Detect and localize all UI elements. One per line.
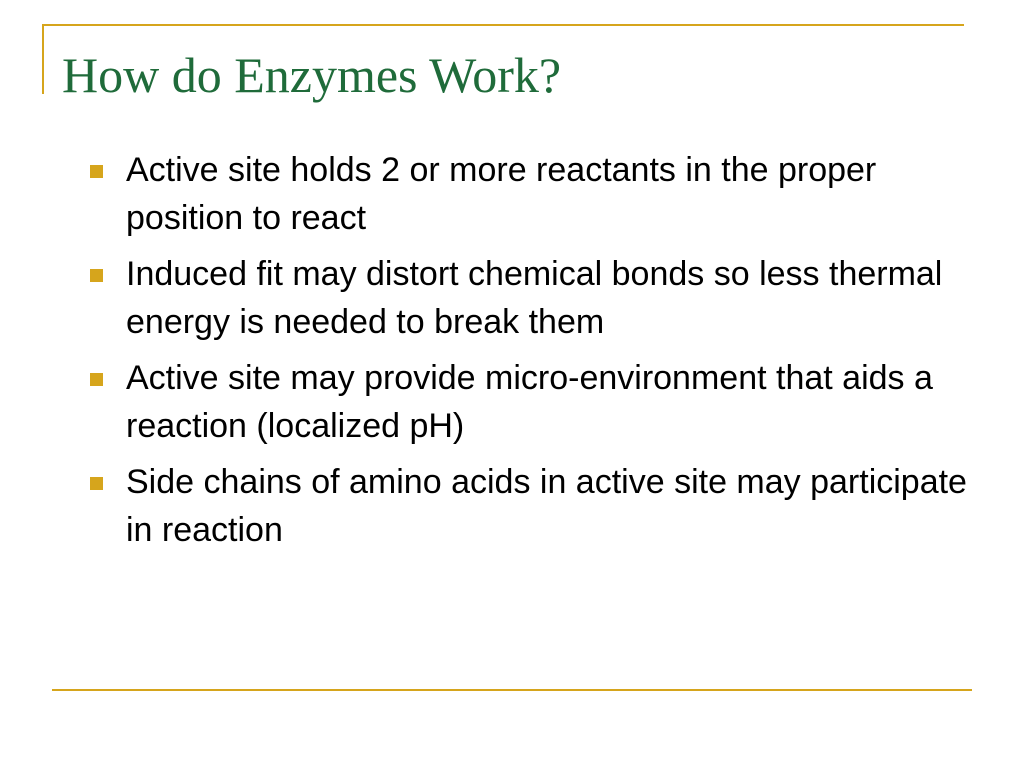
square-bullet-icon (90, 477, 103, 490)
bullet-item (88, 458, 968, 554)
slide-title: How do Enzymes Work? (62, 47, 562, 103)
bullet-item (88, 146, 968, 242)
bullet-text: Active site holds 2 or more reactants in the proper position to react (126, 151, 877, 237)
bullet-text: Induced fit may distort chemical bonds so less thermal energy is needed to break them (126, 255, 943, 341)
bullet-item (88, 354, 968, 450)
frame-top-rule (44, 24, 964, 26)
square-bullet-icon (90, 165, 103, 178)
bullet-item (88, 250, 968, 346)
bullet-text: Active site may provide micro-environment that aids a reaction (localized pH) (126, 359, 933, 445)
frame-left-rule (42, 24, 44, 94)
bullet-text: Side chains of amino acids in active site may participate in reaction (126, 463, 967, 549)
square-bullet-icon (90, 269, 103, 282)
bullet-list (88, 146, 968, 562)
frame-bottom-rule (52, 689, 972, 691)
square-bullet-icon (90, 373, 103, 386)
